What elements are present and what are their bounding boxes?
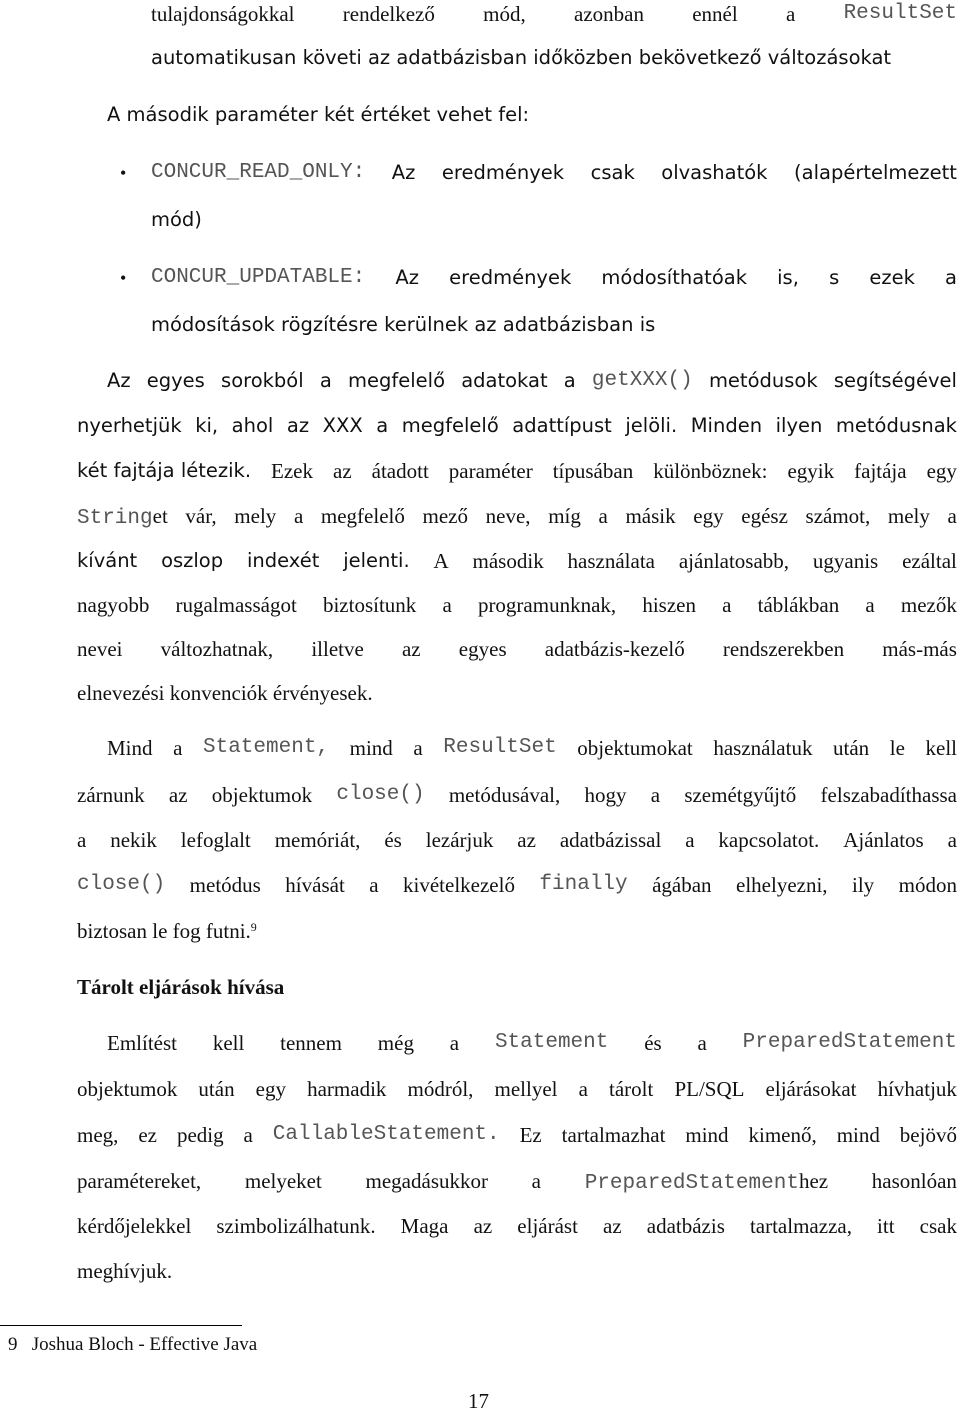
- word: tartalmazza,: [749, 1214, 852, 1238]
- bullet-icon: •: [120, 163, 127, 183]
- word: neve,: [485, 504, 531, 528]
- word: tartalmazhat: [561, 1123, 666, 1147]
- word: más-más: [882, 637, 957, 661]
- text-line: [107, 368, 957, 394]
- word: a: [319, 369, 332, 392]
- word: az: [286, 414, 310, 437]
- word: megfelelő: [320, 504, 405, 528]
- word: második: [472, 549, 544, 573]
- word: az: [603, 1214, 622, 1238]
- word: szimbolizálhatunk.: [216, 1214, 376, 1238]
- word: használatuk: [713, 736, 813, 760]
- word: le: [889, 736, 905, 760]
- word: egyes: [458, 637, 507, 661]
- word: egész: [741, 504, 788, 528]
- word: a: [293, 504, 304, 528]
- text-line: meghívjuk.: [77, 1259, 173, 1283]
- word: a: [243, 1123, 253, 1147]
- word: tennem: [280, 1031, 342, 1055]
- word: itt: [877, 1214, 895, 1238]
- word: tulajdonságokkal: [151, 2, 295, 26]
- code-resultset: ResultSet: [443, 736, 557, 759]
- text-line: automatikusan követi az adatbázisban időközben bekövetkező változásokat: [151, 46, 892, 69]
- footnote-separator: [0, 1325, 242, 1326]
- word: metódusok: [708, 369, 818, 392]
- word: után: [833, 736, 870, 760]
- word: Az: [395, 266, 419, 289]
- word: Az: [391, 161, 416, 184]
- footnote-ref[interactable]: 9: [250, 920, 257, 934]
- word: meg,: [77, 1123, 119, 1147]
- word: az: [168, 783, 188, 807]
- text-line: [77, 872, 957, 898]
- text-fragment: biztosan le fog futni.: [77, 919, 251, 943]
- word: megfelelő: [401, 414, 499, 437]
- word: egy: [255, 1077, 286, 1101]
- word: biztosítunk: [322, 593, 417, 617]
- bullet-icon: •: [120, 268, 127, 288]
- page-number: 17: [468, 1389, 489, 1413]
- text-line: [77, 1076, 957, 1102]
- text-line: [77, 782, 957, 808]
- code-preparedstatement: PreparedStatement: [742, 1031, 957, 1054]
- word: ezek: [869, 266, 915, 289]
- text-fragment: két fajtája létezik.: [77, 459, 252, 482]
- word: változhatnak,: [160, 637, 274, 661]
- word: hiszen: [642, 593, 696, 617]
- word: ennél: [692, 2, 738, 26]
- word: objektumok: [77, 1077, 178, 1101]
- text-line: [107, 735, 957, 761]
- word: segítségével: [833, 369, 957, 392]
- word: tárolt: [609, 1077, 654, 1101]
- word: egyik: [787, 459, 835, 483]
- code-close: close(): [336, 783, 425, 806]
- code-concur-read-only: CONCUR_READ_ONLY:: [151, 161, 366, 184]
- word: a: [685, 828, 695, 852]
- code-getxxx: getXXX(): [591, 369, 693, 392]
- word: ki,: [195, 414, 219, 437]
- word: eljárást: [517, 1214, 578, 1238]
- text-line: [77, 918, 257, 944]
- word: mezők: [900, 593, 957, 617]
- code-preparedstatement: PreparedStatement: [584, 1172, 799, 1195]
- word: a: [598, 504, 608, 528]
- word: rugalmasságot: [175, 593, 297, 617]
- word: mind: [349, 736, 393, 760]
- code-close: close(): [77, 873, 166, 896]
- text-line: [77, 503, 957, 532]
- word: az: [473, 1214, 493, 1238]
- word: adatbázissal: [559, 828, 662, 852]
- word: kimenő,: [748, 1123, 817, 1147]
- word: a: [442, 593, 452, 617]
- word: a: [563, 369, 576, 392]
- word: ezáltal: [902, 549, 957, 573]
- word: az: [333, 459, 352, 483]
- word: objektumok: [211, 783, 313, 807]
- word: az: [517, 828, 536, 852]
- word: a: [369, 873, 379, 897]
- word: olvashatók: [661, 161, 768, 184]
- word: kivételkezelő: [403, 873, 515, 897]
- word: szemétgyűjtő: [684, 783, 797, 807]
- word: mező: [422, 504, 468, 528]
- word: míg: [548, 504, 581, 528]
- word: paramétereket,: [77, 1169, 202, 1193]
- word: Maga: [400, 1214, 449, 1238]
- text-line: [77, 1213, 957, 1239]
- text-line: elnevezési konvenciók érvényesek.: [77, 681, 373, 705]
- word: eljárásokat: [765, 1077, 857, 1101]
- word: kérdőjelekkel: [77, 1214, 192, 1238]
- footnote-number: 9: [8, 1334, 18, 1355]
- word: ágában: [652, 873, 712, 897]
- word: a: [865, 593, 875, 617]
- word: indexét: [246, 549, 320, 572]
- word: A: [433, 549, 449, 573]
- word: módon: [898, 873, 957, 897]
- word: egy: [693, 504, 724, 528]
- word: kapcsolatot.: [718, 828, 820, 852]
- word: a: [947, 504, 957, 528]
- word: rendszerekben: [722, 637, 845, 661]
- word: eredmények: [441, 161, 565, 184]
- word: illetve: [311, 637, 364, 661]
- word: számot,: [805, 504, 871, 528]
- word: Az: [107, 369, 131, 392]
- word: elhelyezni,: [736, 873, 828, 897]
- word: eredmények: [449, 266, 572, 289]
- word: nyerhetjük: [77, 414, 182, 437]
- text-line: [77, 827, 957, 853]
- word: kívánt: [77, 549, 138, 572]
- word: Minden: [690, 414, 763, 437]
- word: XXX: [322, 414, 363, 437]
- footnote: [8, 1333, 257, 1357]
- word: a: [376, 414, 389, 437]
- word: még: [377, 1031, 414, 1055]
- word: a: [650, 783, 661, 807]
- word: bejövő: [899, 1123, 957, 1147]
- word: vár,: [185, 504, 217, 528]
- word: mód,: [483, 2, 526, 26]
- word: felszabadíthassa: [820, 783, 957, 807]
- code-finally: finally: [539, 873, 628, 896]
- word: azonban: [574, 2, 644, 26]
- code-statement: Statement,: [203, 736, 330, 759]
- footnote-text: Joshua Bloch - Effective Java: [31, 1334, 258, 1355]
- text-line: [77, 636, 957, 662]
- word: hasonlóan: [871, 1169, 957, 1193]
- word: a: [173, 736, 183, 760]
- text-line: [107, 1030, 957, 1056]
- word: átadott: [371, 459, 429, 483]
- word: objektumokat: [577, 736, 693, 760]
- word: a: [697, 1031, 707, 1055]
- word: a: [785, 2, 796, 26]
- text-line: [77, 548, 957, 574]
- text-line: [77, 1122, 957, 1148]
- word: használata: [567, 549, 655, 573]
- word: megadásukkor: [365, 1169, 488, 1193]
- word: fajtája: [854, 459, 907, 483]
- word: lefoglalt: [180, 828, 251, 852]
- text-line: [77, 458, 957, 484]
- word: Ez: [519, 1123, 542, 1147]
- word: csak: [919, 1214, 957, 1238]
- word: hez: [798, 1169, 829, 1193]
- code-string: String: [77, 507, 153, 530]
- text-line: [77, 413, 957, 439]
- word: hívhatjuk: [877, 1077, 957, 1101]
- word: jelenti.: [343, 549, 410, 572]
- word: paraméter: [448, 459, 533, 483]
- word: nevei: [77, 637, 123, 661]
- word: a: [413, 736, 423, 760]
- word: mind: [685, 1123, 729, 1147]
- text-line: mód): [151, 208, 202, 231]
- word: s: [829, 266, 840, 289]
- word: et: [152, 504, 168, 528]
- word: jelöli.: [625, 414, 678, 437]
- section-heading: Tárolt eljárások hívása: [77, 975, 285, 999]
- word: harmadik: [307, 1077, 387, 1101]
- word: táblákban: [757, 593, 840, 617]
- word: pedig: [176, 1123, 224, 1147]
- text-line: [77, 1168, 957, 1197]
- word: másik: [625, 504, 676, 528]
- word: memóriát,: [274, 828, 361, 852]
- word: ajánlatosabb,: [678, 549, 790, 573]
- word: metódus: [189, 873, 261, 897]
- word: ily: [852, 873, 875, 897]
- word: programunknak,: [477, 593, 617, 617]
- word: Említést: [107, 1031, 177, 1055]
- word: kell: [212, 1031, 245, 1055]
- word: a: [449, 1031, 460, 1055]
- word: (alapértelmezett: [794, 161, 957, 184]
- word: metódusnak: [835, 414, 957, 437]
- word: csak: [590, 161, 635, 184]
- word: megfelelő: [348, 369, 445, 392]
- text-line: [151, 1, 957, 27]
- bullet-item: [151, 265, 957, 291]
- word: PL/SQL: [674, 1077, 745, 1101]
- text-line: módosítások rögzítésre kerülnek az adatbázisban is: [151, 313, 656, 336]
- word: típusában: [552, 459, 634, 483]
- word: egy: [926, 459, 957, 483]
- word: hogy: [584, 783, 627, 807]
- code-callablestatement: CallableStatement.: [272, 1123, 500, 1146]
- word: mely: [234, 504, 277, 528]
- code-statement: Statement: [494, 1031, 609, 1054]
- word: kell: [925, 736, 957, 760]
- word: a: [947, 828, 957, 852]
- word: nekik: [110, 828, 157, 852]
- word: metódusával,: [448, 783, 561, 807]
- word: a: [945, 266, 957, 289]
- word: mind: [836, 1123, 880, 1147]
- word: Mind: [107, 736, 153, 760]
- word: az: [401, 637, 421, 661]
- word: rendelkező: [342, 2, 435, 26]
- code-resultset: ResultSet: [843, 2, 957, 25]
- word: adatbázis: [646, 1214, 725, 1238]
- text-line: [77, 592, 957, 618]
- word: melyeket: [244, 1169, 322, 1193]
- word: adatokat: [461, 369, 548, 392]
- word: ahol: [231, 414, 274, 437]
- word: oszlop: [161, 549, 224, 572]
- word: adatbázis-kezelő: [544, 637, 685, 661]
- word: ilyen: [775, 414, 823, 437]
- word: Ezek: [271, 459, 314, 483]
- word: zárnunk: [77, 783, 145, 807]
- word: ez: [138, 1123, 157, 1147]
- word: a: [77, 828, 87, 852]
- word: a: [578, 1077, 588, 1101]
- word: ugyanis: [812, 549, 879, 573]
- word: egyes: [146, 369, 205, 392]
- word: a: [722, 593, 732, 617]
- word: mellyel: [494, 1077, 558, 1101]
- word: módról,: [407, 1077, 474, 1101]
- word: adattípust: [512, 414, 612, 437]
- word: is,: [777, 266, 799, 289]
- word: után: [198, 1077, 235, 1101]
- text-line: A második paraméter két értéket vehet fel:: [107, 103, 530, 126]
- word: módosíthatóak: [601, 266, 747, 289]
- word: Ajánlatos: [843, 828, 924, 852]
- word: és: [644, 1031, 662, 1055]
- code-concur-updatable: CONCUR_UPDATABLE:: [151, 266, 366, 289]
- word: a: [531, 1169, 541, 1193]
- word: különböznek:: [653, 459, 768, 483]
- bullet-item: [151, 160, 957, 186]
- word: nagyobb: [77, 593, 150, 617]
- word: hívását: [285, 873, 345, 897]
- word: és: [384, 828, 402, 852]
- word: sorokból: [221, 369, 304, 392]
- word: mely: [887, 504, 930, 528]
- word: lezárjuk: [425, 828, 494, 852]
